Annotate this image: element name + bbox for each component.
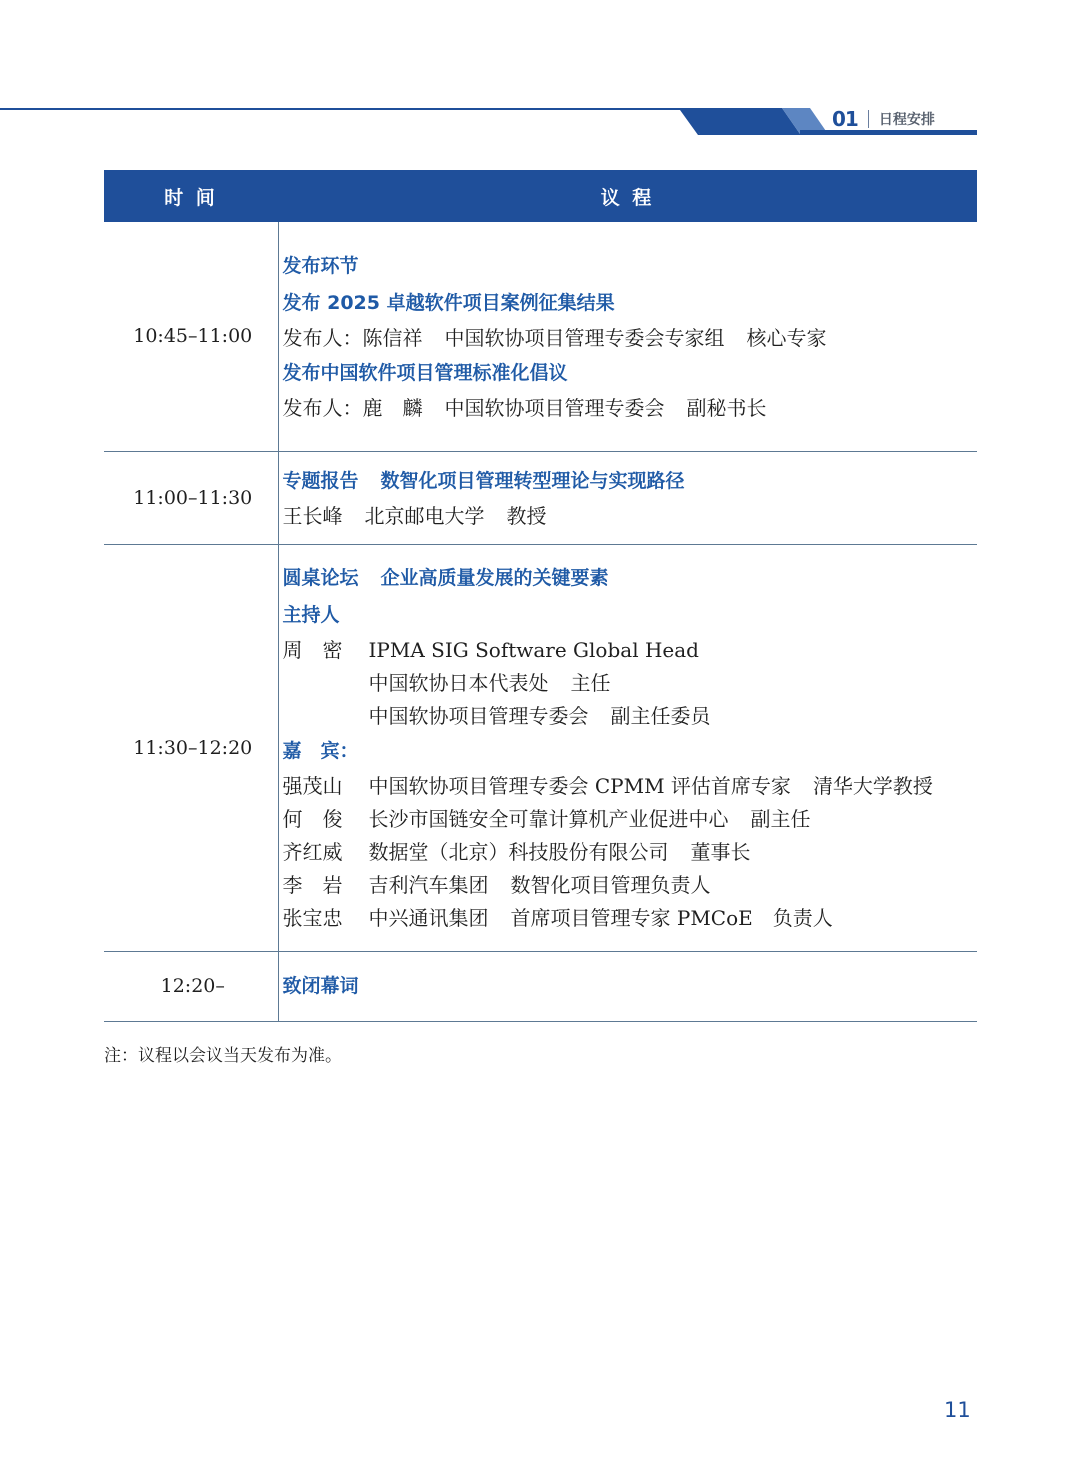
guest-role: 数智化项目管理负责人 — [510, 873, 711, 897]
header-time: 时 间 — [104, 170, 278, 222]
time-slot: 10:45–11:00 — [104, 222, 278, 451]
guest-org: 吉利汽车集团 — [368, 873, 489, 897]
guest-org: 长沙市国链安全可靠计算机产业促进中心 — [368, 807, 729, 831]
guest-line — [283, 902, 978, 935]
agenda-row — [104, 451, 977, 544]
guest-line — [283, 869, 978, 902]
guests-label: 嘉 宾： — [282, 740, 359, 762]
header-program: 议 程 — [278, 170, 977, 222]
presenter-line — [283, 322, 978, 355]
speaker-name: 王长峰 — [282, 503, 343, 528]
program-heading: 发布中国软件项目管理标准化倡议 — [282, 361, 568, 384]
program-heading: 发布环节 — [282, 254, 359, 277]
agenda-row — [104, 544, 977, 951]
speaker-org: 北京邮电大学 — [364, 503, 485, 528]
guest-org: 中兴通讯集团 — [368, 906, 489, 930]
program-heading: 发布 2025 卓越软件项目案例征集结果 — [282, 291, 615, 314]
time-slot: 11:00–11:30 — [104, 451, 278, 544]
session-title: 数智化项目管理转型理论与实现路径 — [380, 469, 685, 492]
guest-line — [283, 770, 978, 803]
guest-org: 中国软协项目管理专委会 CPMM 评估首席专家 — [368, 774, 791, 798]
program-heading: 致闭幕词 — [282, 974, 359, 997]
presenter-org: 中国软协项目管理专委会 — [444, 395, 665, 420]
host-label: 主持人 — [282, 604, 340, 626]
guest-org: 数据堂（北京）科技股份有限公司 — [368, 840, 669, 864]
session-type: 专题报告 — [282, 469, 359, 492]
program-heading — [283, 463, 978, 500]
guest-role: 首席项目管理专家 PMCoE 负责人 — [510, 906, 833, 930]
host-org: 中国软协项目管理专委会 — [368, 704, 589, 728]
guest-name: 齐红威 — [282, 840, 343, 864]
section-divider — [868, 110, 869, 128]
footnote: 注：议程以会议当天发布为准。 — [104, 1046, 342, 1066]
page-number: 11 — [944, 1398, 971, 1422]
speaker-role: 教授 — [506, 503, 547, 528]
presenter-role: 副秘书长 — [686, 395, 767, 420]
presenter-label: 发布人：鹿 麟 — [282, 395, 423, 420]
session-title: 企业高质量发展的关键要素 — [380, 567, 609, 589]
section-title: 日程安排 — [878, 112, 935, 128]
host-role: 副主任委员 — [610, 704, 711, 728]
agenda-table — [104, 170, 977, 1022]
guest-line — [283, 803, 978, 836]
section-number: 01 — [832, 107, 858, 131]
guest-role: 清华大学教授 — [812, 774, 933, 798]
presenter-org: 中国软协项目管理专委会专家组 — [444, 325, 725, 350]
program-cell — [278, 222, 977, 451]
host-line — [283, 667, 978, 700]
presenter-label: 发布人：陈信祥 — [282, 325, 423, 350]
time-slot: 11:30–12:20 — [104, 544, 278, 951]
section-label — [832, 106, 935, 132]
agenda-row — [104, 951, 977, 1021]
guest-name: 何 俊 — [282, 807, 343, 831]
time-slot: 12:20– — [104, 951, 278, 1021]
agenda-row — [104, 222, 977, 451]
guest-name: 强茂山 — [282, 774, 343, 798]
program-cell — [278, 544, 977, 951]
guest-role: 副主任 — [750, 807, 811, 831]
speaker-line — [283, 500, 978, 533]
host-org: 中国软协日本代表处 — [368, 671, 549, 695]
presenter-role: 核心专家 — [746, 325, 827, 350]
host-role: 主任 — [570, 671, 611, 695]
guest-line — [283, 836, 978, 869]
guest-role: 董事长 — [690, 840, 751, 864]
presenter-line — [283, 392, 978, 425]
program-cell — [278, 451, 977, 544]
agenda-header-row — [104, 170, 977, 222]
session-type: 圆桌论坛 — [282, 567, 359, 589]
program-heading — [283, 560, 978, 597]
program-cell — [278, 951, 977, 1021]
guest-name: 张宝忠 — [282, 906, 343, 930]
guest-name: 李 岩 — [282, 873, 343, 897]
host-line — [283, 634, 978, 667]
host-title: IPMA SIG Software Global Head — [368, 638, 699, 662]
host-name: 周 密 — [282, 638, 343, 662]
host-line — [283, 700, 978, 733]
